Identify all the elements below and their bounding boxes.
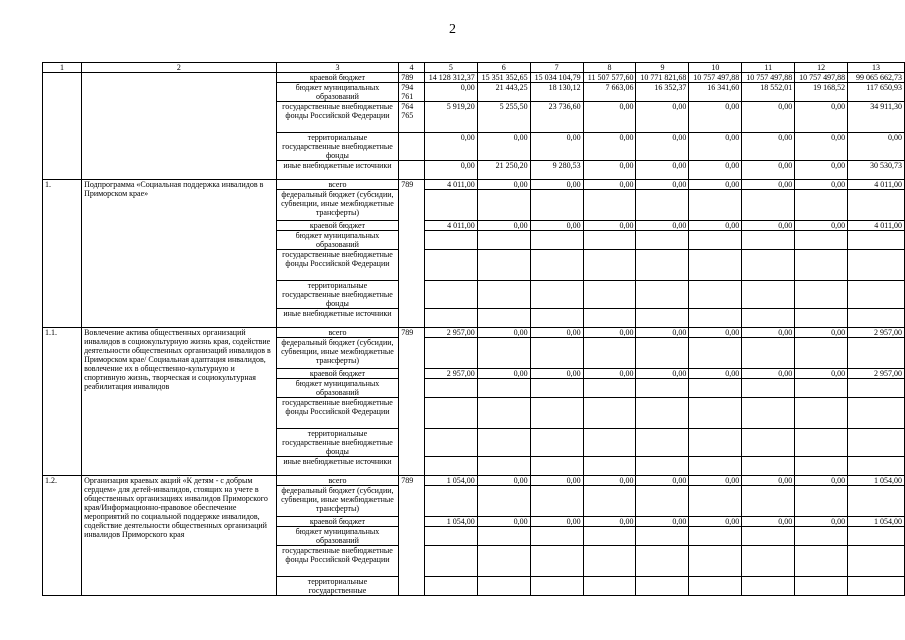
amount-cell: 34 911,30 bbox=[848, 102, 905, 133]
amount-cell: 16 341,60 bbox=[689, 83, 742, 102]
amount-cell: 0,00 bbox=[583, 180, 636, 190]
amount-cell: 0,00 bbox=[795, 517, 848, 527]
item-name bbox=[82, 73, 277, 180]
amount-cell: 16 352,37 bbox=[636, 83, 689, 102]
amount-cell bbox=[530, 379, 583, 398]
column-header: 13 bbox=[848, 63, 905, 73]
amount-cell bbox=[530, 457, 583, 476]
item-number: 1.1. bbox=[43, 328, 82, 476]
amount-cell bbox=[795, 379, 848, 398]
amount-cell: 0,00 bbox=[795, 180, 848, 190]
amount-cell bbox=[689, 281, 742, 309]
amount-cell bbox=[848, 486, 905, 517]
amount-cell bbox=[530, 309, 583, 328]
amount-cell bbox=[742, 281, 795, 309]
funding-source: государственные внебюджетные фонды Российской Федерации bbox=[276, 250, 399, 281]
funding-source: государственные внебюджетные фонды Российской Федерации bbox=[276, 102, 399, 133]
amount-cell bbox=[795, 527, 848, 546]
amount-cell bbox=[477, 486, 530, 517]
amount-cell: 0,00 bbox=[477, 328, 530, 338]
amount-cell bbox=[530, 190, 583, 221]
amount-cell bbox=[742, 527, 795, 546]
amount-cell bbox=[795, 457, 848, 476]
amount-cell bbox=[636, 546, 689, 577]
funding-source: федеральный бюджет (субсидии, субвенции, иные межбюджетные трансферты) bbox=[276, 190, 399, 221]
amount-cell bbox=[795, 429, 848, 457]
amount-cell bbox=[477, 250, 530, 281]
amount-cell bbox=[742, 398, 795, 429]
amount-cell: 2 957,00 bbox=[424, 328, 477, 338]
amount-cell: 0,00 bbox=[583, 328, 636, 338]
amount-cell: 99 065 662,73 bbox=[848, 73, 905, 83]
funding-source: всего bbox=[276, 476, 399, 486]
amount-cell bbox=[689, 309, 742, 328]
amount-cell bbox=[583, 577, 636, 596]
amount-cell: 4 011,00 bbox=[424, 180, 477, 190]
amount-cell: 30 530,73 bbox=[848, 161, 905, 180]
amount-cell: 0,00 bbox=[530, 221, 583, 231]
amount-cell: 10 757 497,88 bbox=[795, 73, 848, 83]
funding-source: бюджет муниципальных образований bbox=[276, 231, 399, 250]
amount-cell bbox=[742, 309, 795, 328]
amount-cell bbox=[583, 379, 636, 398]
amount-cell bbox=[795, 231, 848, 250]
amount-cell: 0,00 bbox=[636, 369, 689, 379]
amount-cell bbox=[583, 457, 636, 476]
funding-source: бюджет муниципальных образований bbox=[276, 527, 399, 546]
table-body bbox=[43, 63, 905, 596]
column-header: 2 bbox=[82, 63, 277, 73]
amount-cell bbox=[583, 281, 636, 309]
amount-cell bbox=[530, 577, 583, 596]
amount-cell: 0,00 bbox=[742, 161, 795, 180]
amount-cell bbox=[424, 527, 477, 546]
amount-cell: 0,00 bbox=[742, 180, 795, 190]
amount-cell: 15 351 352,65 bbox=[477, 73, 530, 83]
column-header: 8 bbox=[583, 63, 636, 73]
funding-source: всего bbox=[276, 328, 399, 338]
amount-cell bbox=[530, 527, 583, 546]
item-number: 1.2. bbox=[43, 476, 82, 596]
amount-cell bbox=[424, 190, 477, 221]
amount-cell: 0,00 bbox=[477, 133, 530, 161]
budget-table bbox=[42, 62, 905, 596]
amount-cell bbox=[477, 577, 530, 596]
amount-cell: 2 957,00 bbox=[424, 369, 477, 379]
amount-cell bbox=[689, 527, 742, 546]
amount-cell: 0,00 bbox=[530, 180, 583, 190]
amount-cell bbox=[477, 281, 530, 309]
amount-cell bbox=[848, 250, 905, 281]
amount-cell: 0,00 bbox=[583, 102, 636, 133]
amount-cell bbox=[689, 398, 742, 429]
amount-cell: 0,00 bbox=[530, 369, 583, 379]
amount-cell bbox=[742, 338, 795, 369]
budget-code bbox=[399, 161, 425, 180]
amount-cell bbox=[742, 231, 795, 250]
table-row bbox=[43, 180, 905, 190]
amount-cell: 2 957,00 bbox=[848, 369, 905, 379]
amount-cell bbox=[583, 231, 636, 250]
amount-cell bbox=[530, 398, 583, 429]
amount-cell bbox=[477, 309, 530, 328]
amount-cell: 23 736,60 bbox=[530, 102, 583, 133]
amount-cell: 0,00 bbox=[689, 517, 742, 527]
amount-cell bbox=[530, 281, 583, 309]
amount-cell: 21 443,25 bbox=[477, 83, 530, 102]
amount-cell bbox=[424, 309, 477, 328]
amount-cell: 5 919,20 bbox=[424, 102, 477, 133]
amount-cell: 0,00 bbox=[530, 328, 583, 338]
amount-cell bbox=[477, 398, 530, 429]
amount-cell: 0,00 bbox=[795, 328, 848, 338]
amount-cell: 0,00 bbox=[424, 83, 477, 102]
amount-cell bbox=[477, 546, 530, 577]
funding-source: бюджет муниципальных образований bbox=[276, 83, 399, 102]
amount-cell bbox=[424, 577, 477, 596]
amount-cell bbox=[424, 486, 477, 517]
column-header: 9 bbox=[636, 63, 689, 73]
table-row bbox=[43, 476, 905, 486]
amount-cell bbox=[689, 429, 742, 457]
amount-cell: 0,00 bbox=[424, 133, 477, 161]
amount-cell: 0,00 bbox=[742, 369, 795, 379]
item-name: Вовлечение актива общественных организаций инвалидов в социокультурную жизнь края, содействие деятельности общественных организаций инвалидов в Приморском крае/ Социальная адаптация инвалидов, вовлечение их в общественно-культурную и спортивную жизнь, творческая и социокультурная реабилитация инвалидов bbox=[82, 328, 277, 476]
budget-code: 789 bbox=[399, 73, 425, 83]
funding-source: территориальные государственные внебюджетные фонды bbox=[276, 133, 399, 161]
funding-source: всего bbox=[276, 180, 399, 190]
amount-cell bbox=[689, 190, 742, 221]
amount-cell: 0,00 bbox=[583, 221, 636, 231]
amount-cell bbox=[583, 398, 636, 429]
amount-cell: 0,00 bbox=[689, 369, 742, 379]
amount-cell bbox=[477, 338, 530, 369]
amount-cell bbox=[477, 379, 530, 398]
amount-cell: 0,00 bbox=[636, 328, 689, 338]
amount-cell bbox=[424, 231, 477, 250]
amount-cell bbox=[795, 281, 848, 309]
amount-cell bbox=[689, 379, 742, 398]
column-header: 7 bbox=[530, 63, 583, 73]
amount-cell: 0,00 bbox=[424, 161, 477, 180]
amount-cell bbox=[424, 457, 477, 476]
amount-cell: 9 280,53 bbox=[530, 161, 583, 180]
amount-cell bbox=[636, 250, 689, 281]
funding-source: бюджет муниципальных образований bbox=[276, 379, 399, 398]
amount-cell bbox=[689, 250, 742, 281]
amount-cell bbox=[477, 527, 530, 546]
amount-cell: 0,00 bbox=[742, 328, 795, 338]
budget-code: 789 bbox=[399, 180, 425, 328]
amount-cell: 5 255,50 bbox=[477, 102, 530, 133]
amount-cell bbox=[742, 250, 795, 281]
funding-source: иные внебюджетные источники bbox=[276, 457, 399, 476]
amount-cell bbox=[583, 546, 636, 577]
amount-cell: 1 054,00 bbox=[848, 476, 905, 486]
amount-cell bbox=[636, 457, 689, 476]
amount-cell: 2 957,00 bbox=[848, 328, 905, 338]
amount-cell bbox=[636, 190, 689, 221]
amount-cell bbox=[530, 338, 583, 369]
budget-code bbox=[399, 133, 425, 161]
amount-cell: 0,00 bbox=[636, 476, 689, 486]
funding-source: краевой бюджет bbox=[276, 369, 399, 379]
column-header: 10 bbox=[689, 63, 742, 73]
amount-cell: 0,00 bbox=[477, 180, 530, 190]
amount-cell: 0,00 bbox=[636, 161, 689, 180]
amount-cell: 0,00 bbox=[477, 221, 530, 231]
funding-source: территориальные государственные внебюджетные фонды bbox=[276, 281, 399, 309]
amount-cell bbox=[477, 231, 530, 250]
amount-cell bbox=[583, 429, 636, 457]
funding-source: краевой бюджет bbox=[276, 517, 399, 527]
amount-cell bbox=[689, 231, 742, 250]
amount-cell bbox=[795, 546, 848, 577]
amount-cell bbox=[848, 429, 905, 457]
funding-source: иные внебюджетные источники bbox=[276, 161, 399, 180]
amount-cell bbox=[742, 486, 795, 517]
amount-cell: 15 034 104,79 bbox=[530, 73, 583, 83]
amount-cell: 0,00 bbox=[583, 133, 636, 161]
amount-cell: 0,00 bbox=[636, 517, 689, 527]
amount-cell bbox=[583, 309, 636, 328]
amount-cell bbox=[848, 338, 905, 369]
amount-cell bbox=[742, 429, 795, 457]
funding-source: государственные внебюджетные фонды Российской Федерации bbox=[276, 546, 399, 577]
amount-cell bbox=[795, 309, 848, 328]
amount-cell bbox=[689, 457, 742, 476]
amount-cell: 10 771 821,68 bbox=[636, 73, 689, 83]
budget-code: 789 bbox=[399, 328, 425, 476]
amount-cell bbox=[848, 546, 905, 577]
amount-cell: 0,00 bbox=[742, 517, 795, 527]
amount-cell: 0,00 bbox=[530, 133, 583, 161]
amount-cell bbox=[583, 250, 636, 281]
amount-cell: 0,00 bbox=[742, 102, 795, 133]
amount-cell bbox=[689, 338, 742, 369]
funding-source: федеральный бюджет (субсидии, субвенции, иные межбюджетные трансферты) bbox=[276, 338, 399, 369]
amount-cell bbox=[477, 190, 530, 221]
amount-cell bbox=[848, 527, 905, 546]
amount-cell bbox=[689, 577, 742, 596]
funding-source: территориальные государственные bbox=[276, 577, 399, 596]
amount-cell bbox=[583, 338, 636, 369]
amount-cell: 0,00 bbox=[583, 517, 636, 527]
amount-cell: 0,00 bbox=[583, 476, 636, 486]
amount-cell bbox=[636, 379, 689, 398]
amount-cell bbox=[424, 429, 477, 457]
amount-cell bbox=[795, 338, 848, 369]
amount-cell: 0,00 bbox=[689, 133, 742, 161]
amount-cell: 0,00 bbox=[795, 133, 848, 161]
amount-cell bbox=[583, 486, 636, 517]
amount-cell: 0,00 bbox=[689, 328, 742, 338]
amount-cell bbox=[530, 546, 583, 577]
amount-cell bbox=[848, 379, 905, 398]
amount-cell bbox=[530, 231, 583, 250]
amount-cell bbox=[424, 379, 477, 398]
amount-cell bbox=[477, 429, 530, 457]
item-number: 1. bbox=[43, 180, 82, 328]
budget-code: 794 761 bbox=[399, 83, 425, 102]
amount-cell: 1 054,00 bbox=[424, 476, 477, 486]
amount-cell: 0,00 bbox=[742, 133, 795, 161]
amount-cell: 0,00 bbox=[848, 133, 905, 161]
amount-cell bbox=[848, 231, 905, 250]
funding-source: территориальные государственные внебюджетные фонды bbox=[276, 429, 399, 457]
amount-cell: 0,00 bbox=[689, 221, 742, 231]
amount-cell: 11 507 577,60 bbox=[583, 73, 636, 83]
amount-cell bbox=[795, 250, 848, 281]
amount-cell: 117 650,93 bbox=[848, 83, 905, 102]
amount-cell bbox=[742, 577, 795, 596]
amount-cell bbox=[742, 379, 795, 398]
table-row bbox=[43, 328, 905, 338]
amount-cell: 0,00 bbox=[636, 133, 689, 161]
amount-cell bbox=[424, 398, 477, 429]
amount-cell bbox=[424, 281, 477, 309]
amount-cell bbox=[424, 338, 477, 369]
amount-cell bbox=[848, 577, 905, 596]
amount-cell: 0,00 bbox=[530, 476, 583, 486]
amount-cell: 0,00 bbox=[636, 180, 689, 190]
amount-cell: 18 130,12 bbox=[530, 83, 583, 102]
item-number bbox=[43, 73, 82, 180]
amount-cell: 0,00 bbox=[795, 369, 848, 379]
funding-source: федеральный бюджет (субсидии, субвенции, иные межбюджетные трансферты) bbox=[276, 486, 399, 517]
amount-cell bbox=[583, 190, 636, 221]
amount-cell bbox=[636, 338, 689, 369]
column-header: 4 bbox=[399, 63, 425, 73]
amount-cell bbox=[848, 309, 905, 328]
amount-cell: 19 168,52 bbox=[795, 83, 848, 102]
amount-cell: 0,00 bbox=[689, 180, 742, 190]
amount-cell: 0,00 bbox=[742, 476, 795, 486]
amount-cell bbox=[636, 577, 689, 596]
amount-cell: 1 054,00 bbox=[424, 517, 477, 527]
funding-source: иные внебюджетные источники bbox=[276, 309, 399, 328]
amount-cell bbox=[424, 546, 477, 577]
column-header: 3 bbox=[276, 63, 399, 73]
amount-cell bbox=[636, 281, 689, 309]
budget-code: 764 765 bbox=[399, 102, 425, 133]
amount-cell: 0,00 bbox=[636, 102, 689, 133]
funding-source: государственные внебюджетные фонды Российской Федерации bbox=[276, 398, 399, 429]
amount-cell: 0,00 bbox=[583, 161, 636, 180]
column-header: 11 bbox=[742, 63, 795, 73]
amount-cell bbox=[530, 429, 583, 457]
amount-cell: 7 663,06 bbox=[583, 83, 636, 102]
table-row bbox=[43, 73, 905, 83]
amount-cell: 18 552,01 bbox=[742, 83, 795, 102]
amount-cell bbox=[424, 250, 477, 281]
column-header: 1 bbox=[43, 63, 82, 73]
amount-cell: 0,00 bbox=[795, 221, 848, 231]
amount-cell: 4 011,00 bbox=[424, 221, 477, 231]
amount-cell: 0,00 bbox=[689, 102, 742, 133]
amount-cell bbox=[636, 231, 689, 250]
amount-cell bbox=[848, 398, 905, 429]
amount-cell: 0,00 bbox=[795, 102, 848, 133]
amount-cell bbox=[795, 190, 848, 221]
page-number: 2 bbox=[449, 22, 456, 37]
amount-cell: 4 011,00 bbox=[848, 221, 905, 231]
amount-cell bbox=[636, 429, 689, 457]
amount-cell bbox=[795, 577, 848, 596]
amount-cell bbox=[742, 546, 795, 577]
column-header: 6 bbox=[477, 63, 530, 73]
amount-cell bbox=[689, 546, 742, 577]
amount-cell bbox=[583, 527, 636, 546]
amount-cell: 4 011,00 bbox=[848, 180, 905, 190]
amount-cell bbox=[742, 190, 795, 221]
amount-cell bbox=[636, 527, 689, 546]
amount-cell: 10 757 497,88 bbox=[742, 73, 795, 83]
item-name: Подпрограмма «Социальная поддержка инвалидов в Приморском крае» bbox=[82, 180, 277, 328]
amount-cell bbox=[636, 486, 689, 517]
amount-cell: 10 757 497,88 bbox=[689, 73, 742, 83]
amount-cell bbox=[848, 190, 905, 221]
amount-cell bbox=[636, 309, 689, 328]
amount-cell: 0,00 bbox=[477, 517, 530, 527]
amount-cell bbox=[742, 457, 795, 476]
amount-cell: 0,00 bbox=[530, 517, 583, 527]
amount-cell: 0,00 bbox=[583, 369, 636, 379]
column-header: 12 bbox=[795, 63, 848, 73]
amount-cell: 0,00 bbox=[636, 221, 689, 231]
amount-cell: 21 250,20 bbox=[477, 161, 530, 180]
column-header-row bbox=[43, 63, 905, 73]
amount-cell bbox=[795, 486, 848, 517]
column-header: 5 bbox=[424, 63, 477, 73]
amount-cell: 0,00 bbox=[689, 476, 742, 486]
amount-cell: 14 128 312,37 bbox=[424, 73, 477, 83]
amount-cell: 0,00 bbox=[795, 161, 848, 180]
funding-source: краевой бюджет bbox=[276, 73, 399, 83]
funding-source: краевой бюджет bbox=[276, 221, 399, 231]
amount-cell bbox=[530, 250, 583, 281]
amount-cell bbox=[848, 281, 905, 309]
amount-cell: 1 054,00 bbox=[848, 517, 905, 527]
item-name: Организация краевых акций «К детям - с добрым сердцем» для детей-инвалидов, стоящих на учете в общественных организациях инвалидов Приморского края/Информационно-правовое обеспечение мероприятий по социальной поддержке инвалидов, содействие деятельности общественных организаций инвалидов Приморского края bbox=[82, 476, 277, 596]
amount-cell: 0,00 bbox=[795, 476, 848, 486]
amount-cell: 0,00 bbox=[477, 476, 530, 486]
amount-cell bbox=[848, 457, 905, 476]
amount-cell bbox=[530, 486, 583, 517]
amount-cell bbox=[689, 486, 742, 517]
amount-cell: 0,00 bbox=[477, 369, 530, 379]
amount-cell: 0,00 bbox=[742, 221, 795, 231]
amount-cell bbox=[477, 457, 530, 476]
amount-cell: 0,00 bbox=[689, 161, 742, 180]
budget-code: 789 bbox=[399, 476, 425, 596]
amount-cell bbox=[795, 398, 848, 429]
amount-cell bbox=[636, 398, 689, 429]
